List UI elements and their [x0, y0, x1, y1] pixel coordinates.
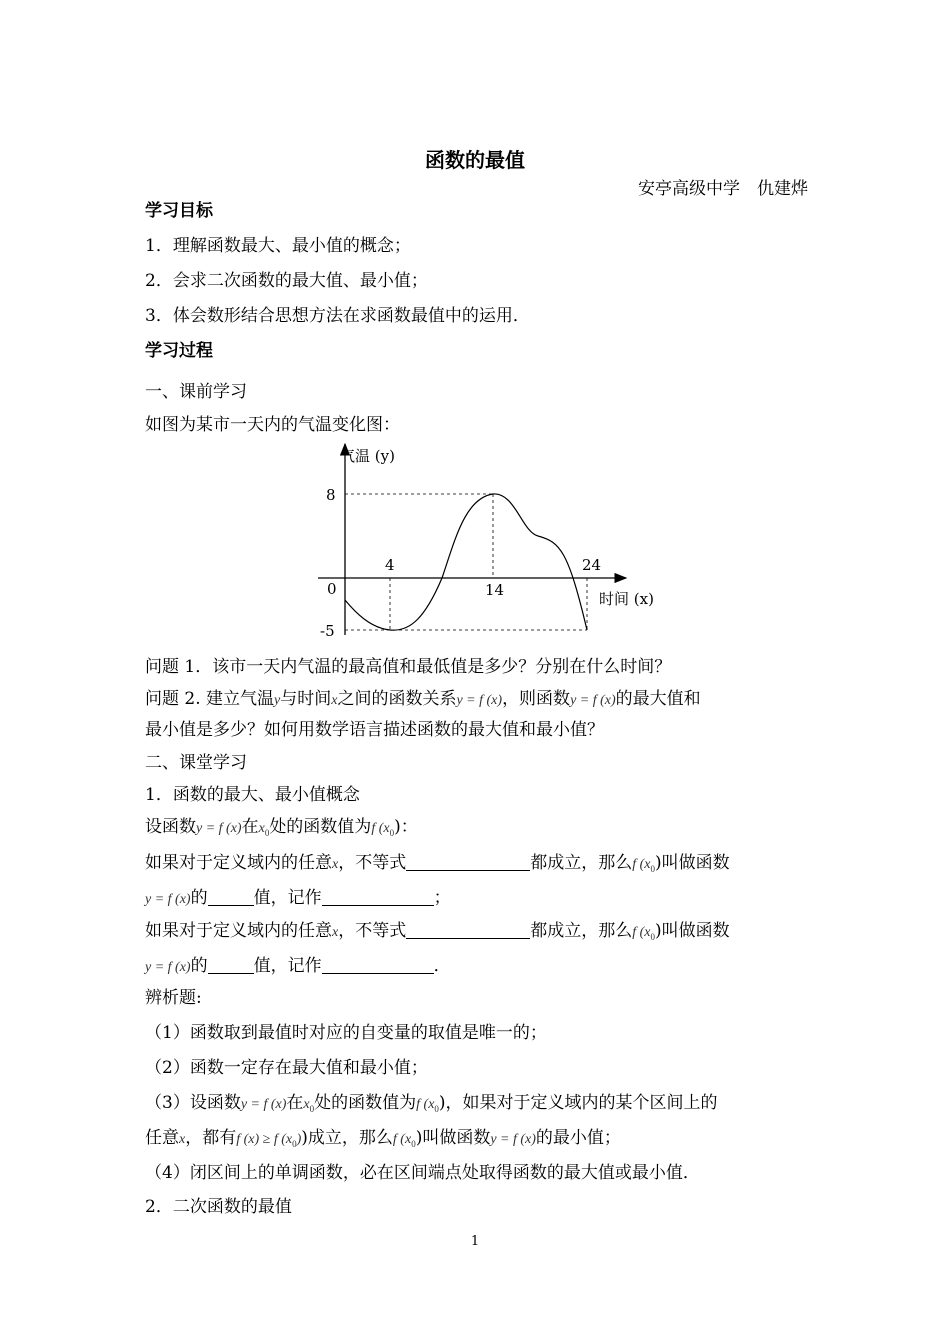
max-definition-line1: 如果对于定义域内的任意x，不等式 都成立，那么f $(x_0)$叫做函数	[145, 853, 730, 874]
origin-label: 0	[327, 580, 337, 598]
y-tick-8: 8	[326, 486, 336, 504]
max-notation-blank[interactable]	[322, 889, 434, 906]
max-name-blank[interactable]	[208, 889, 254, 906]
discussion-item-3-line1: （3）设函数y = f (x)在$x_0$处的函数值为f $(x_0)$，如果对于定义域内的某个区间上的	[145, 1093, 718, 1114]
section-1-heading: 1．函数的最大、最小值概念	[145, 785, 360, 805]
x-tick-24: 24	[582, 556, 602, 574]
discussion-heading: 辨析题:	[145, 988, 202, 1008]
part2-heading: 二、课堂学习	[145, 753, 247, 773]
temperature-curve	[345, 494, 587, 630]
author-line: 安亭高级中学 仇建烨	[638, 179, 808, 199]
goal-3: 3．体会数形结合思想方法在求函数最值中的运用．	[145, 306, 530, 326]
discussion-item-1: （1）函数取到最值时对应的自变量的取值是唯一的；	[145, 1023, 547, 1043]
heading-process: 学习过程	[145, 341, 213, 361]
temperature-graph	[310, 440, 690, 650]
goal-2: 2．会求二次函数的最大值、最小值；	[145, 271, 428, 291]
discussion-item-2: （2）函数一定存在最大值和最小值；	[145, 1058, 428, 1078]
y-tick-neg5: -5	[320, 622, 335, 640]
max-definition-line2: y = f (x)的 值，记作 ；	[145, 888, 451, 908]
question-2-line2: 最小值是多少？如何用数学语言描述函数的最大值和最小值？	[145, 720, 604, 740]
y-axis-label: 气温 (y)	[340, 447, 395, 465]
part1-heading: 一、课前学习	[145, 382, 247, 402]
discussion-item-3-line2: 任意x，都有f (x) ≥ f $(x_0)$)成立，那么f $(x_0)$叫做函数y = f (x)的最小值；	[145, 1128, 621, 1149]
graph-intro: 如图为某市一天内的气温变化图：	[145, 415, 400, 435]
max-inequality-blank[interactable]	[406, 854, 530, 871]
min-inequality-blank[interactable]	[406, 922, 530, 939]
question-1: 问题 1．该市一天内气温的最高值和最低值是多少？分别在什么时间？	[145, 657, 672, 677]
goal-1: 1．理解函数最大、最小值的概念；	[145, 236, 411, 256]
x-tick-14: 14	[485, 581, 505, 599]
discussion-item-4: （4）闭区间上的单调函数，必在区间端点处取得函数的最大值或最小值．	[145, 1163, 700, 1183]
x-axis-label: 时间 (x)	[599, 590, 654, 608]
min-notation-blank[interactable]	[322, 957, 434, 974]
page-number: 1	[470, 1234, 480, 1249]
heading-goals: 学习目标	[145, 201, 213, 221]
section-2-heading: 2．二次函数的最值	[145, 1197, 292, 1217]
min-definition-line1: 如果对于定义域内的任意x，不等式 都成立，那么f $(x_0)$叫做函数	[145, 921, 730, 942]
min-definition-line2: y = f (x)的 值，记作 ．	[145, 956, 451, 976]
document-title: 函数的最值	[425, 148, 525, 172]
question-2-line1: 问题 2. 建立气温y与时间x之间的函数关系y = f (x)，则函数y = f (x)的最大值和	[145, 689, 701, 709]
x-tick-4: 4	[385, 556, 395, 574]
definition-intro: 设函数y = f (x)在$x_0$处的函数值为f $(x_0)$：	[145, 817, 418, 838]
min-name-blank[interactable]	[208, 957, 254, 974]
